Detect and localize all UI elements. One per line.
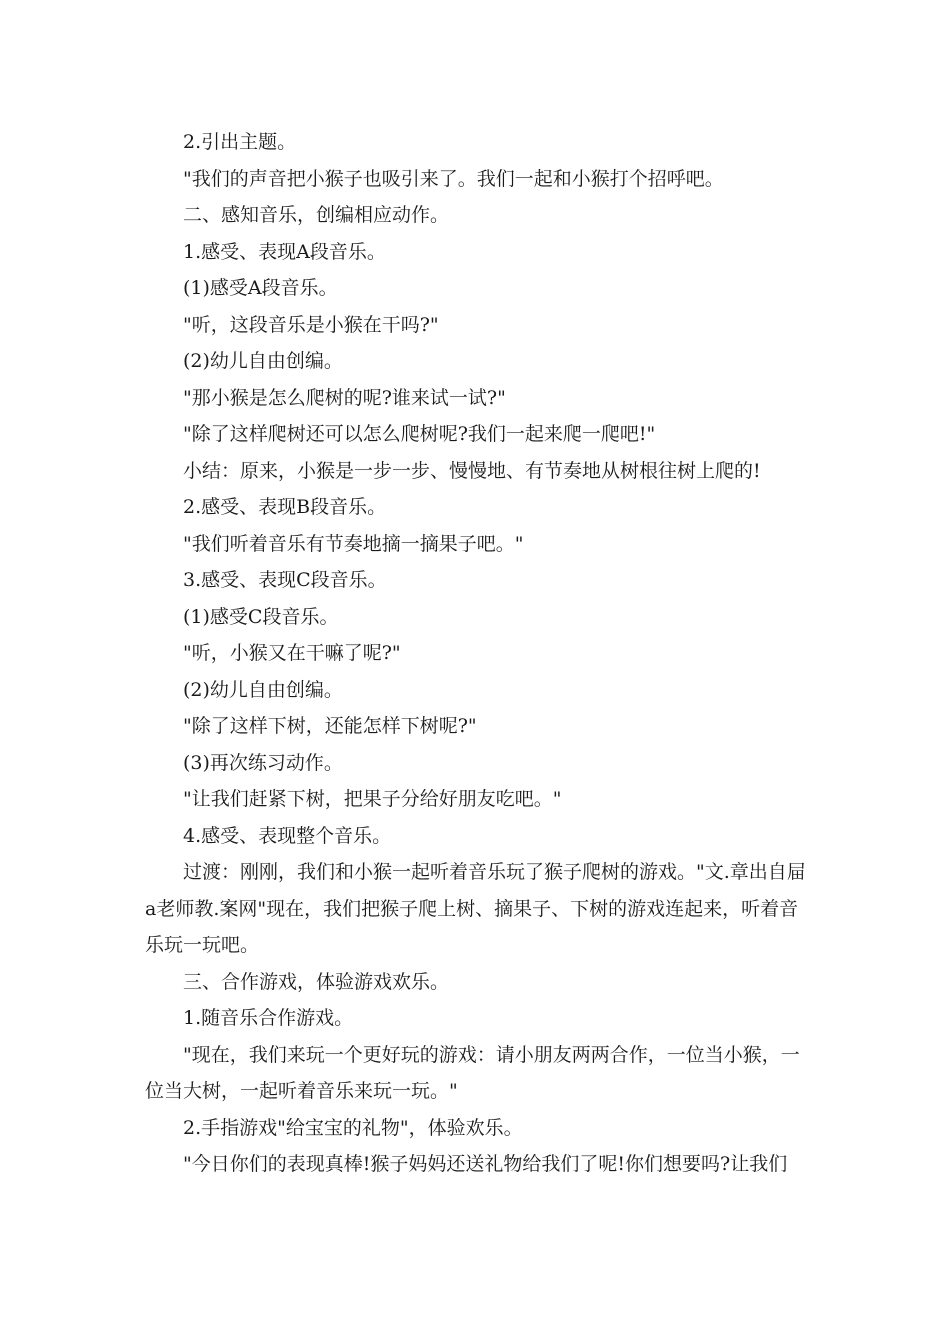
paragraph: (2)幼儿自由创编。 xyxy=(183,678,343,701)
paragraph: "今日你们的表现真棒!猴子妈妈还送礼物给我们了呢!你们想要吗?让我们 xyxy=(183,1153,788,1175)
paragraph: "我们的声音把小猴子也吸引来了。我们一起和小猴打个招呼吧。 xyxy=(183,167,724,190)
paragraph: "那小猴是怎么爬树的呢?谁来试一试?" xyxy=(183,386,506,409)
paragraph: (2)幼儿自由创编。 xyxy=(183,350,343,372)
paragraph: 1.随音乐合作游戏。 xyxy=(183,1007,354,1029)
paragraph: 4.感受、表现整个音乐。 xyxy=(183,824,392,847)
paragraph: 小结：原来，小猴是一步一步、慢慢地、有节奏地从树根往树上爬的! xyxy=(183,459,761,482)
paragraph: 2.手指游戏"给宝宝的礼物"，体验欢乐。 xyxy=(183,1116,523,1139)
paragraph: "现在，我们来玩一个更好玩的游戏：请小朋友两两合作，一位当小猴，一位当大树，一起听着音乐来玩一玩。" xyxy=(145,1043,800,1102)
paragraph: "听，小猴又在干嘛了呢?" xyxy=(183,642,401,664)
paragraph: (1)感受A段音乐。 xyxy=(183,277,338,299)
paragraph: "除了这样下树，还能怎样下树呢?" xyxy=(183,715,477,737)
paragraph: 3.感受、表现C段音乐。 xyxy=(183,569,387,591)
paragraph: 1.感受、表现A段音乐。 xyxy=(183,240,386,263)
document-body xyxy=(145,124,810,1183)
paragraph: (1)感受C段音乐。 xyxy=(183,605,339,628)
paragraph: 过渡：刚刚，我们和小猴一起听着音乐玩了猴子爬树的游戏。"文.章出自屇a老师教.案网"现在，我们把猴子爬上树、摘果子、下树的游戏连起来，听着音乐玩一玩吧。 xyxy=(145,861,806,956)
paragraph: "让我们赶紧下树，把果子分给好朋友吃吧。" xyxy=(183,788,562,810)
paragraph: "听，这段音乐是小猴在干吗?" xyxy=(183,313,439,336)
paragraph: 2.感受、表现B段音乐。 xyxy=(183,496,387,518)
paragraph: 二、感知音乐，创编相应动作。 xyxy=(183,204,450,226)
paragraph: 三、合作游戏，体验游戏欢乐。 xyxy=(183,970,450,993)
paragraph: (3)再次练习动作。 xyxy=(183,751,343,774)
paragraph: "除了这样爬树还可以怎么爬树呢?我们一起来爬一爬吧!" xyxy=(183,423,656,445)
paragraph: 2.引出主题。 xyxy=(183,131,297,153)
paragraph: "我们听着音乐有节奏地摘一摘果子吧。" xyxy=(183,532,524,555)
